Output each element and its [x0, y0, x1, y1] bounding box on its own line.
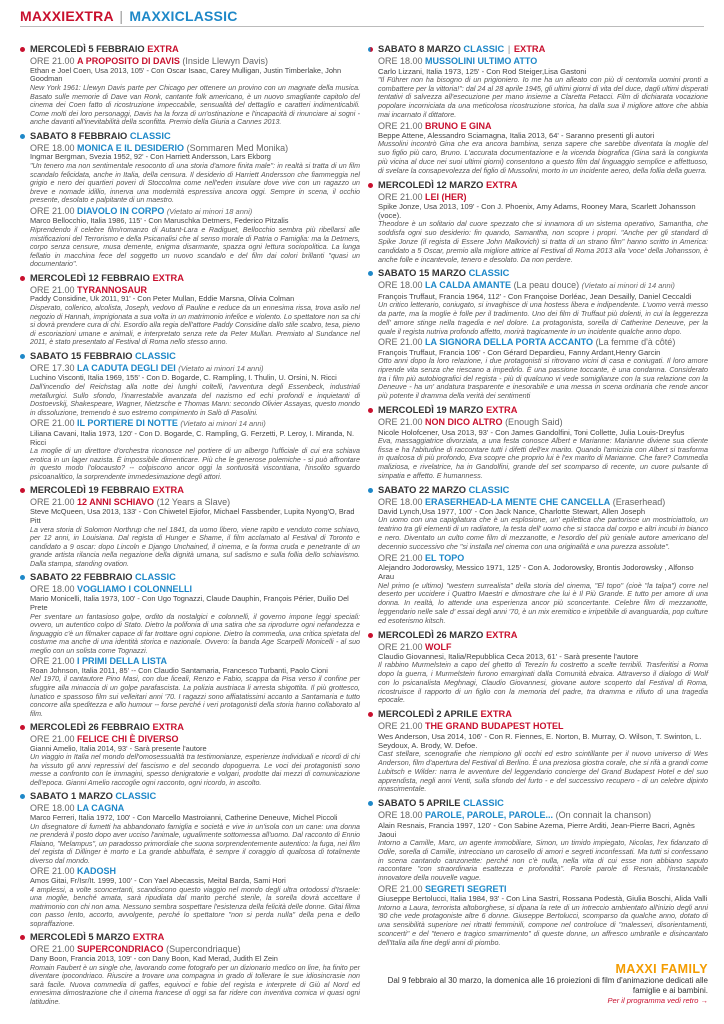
screening-time: ORE 18.00: [378, 496, 423, 507]
screening-time: ORE 18.00: [30, 584, 75, 595]
title-classic: MAXXICLASSIC: [129, 8, 238, 24]
screening: [30, 497, 360, 568]
film-credits: Dany Boon, Francia 2013, 109' - con Dany Boon, Kad Merad, Judith El Zein: [30, 953, 278, 963]
entry-date: [30, 722, 360, 733]
film-synopsis: 4 amplessi, a volte sconcertanti, scandiscono questo viaggio nel mondo degli ultra ortodossi d'Israele: una moglie, benché amata, sarà ripudiata dal marito perché sterile, la sorella dovrà accettare il matrimonio con chi non ama. Nessuno sembra sospettare l'esistenza della felicità delle donne. Gitai filma con passo lento, accorto, avvolgente, perché lo spettatore "non si perda nulla" della pena e dello sopraffazione.: [30, 885, 360, 928]
entry-day: MERCOLEDÌ 26 MARZO: [378, 629, 484, 640]
film-title[interactable]: FELICE CHI È DIVERSO: [77, 734, 179, 745]
film-original-title: (La femme d'à côté): [595, 337, 676, 348]
program-entry: [20, 932, 360, 1006]
bullet-dot-icon: [368, 183, 373, 188]
screening-heading: [378, 417, 708, 428]
classic-tag: CLASSIC: [115, 791, 157, 802]
film-synopsis: Per sventare un fantasioso golpe, ordito da nostalgici e colonnelli, il governo impone leggi speciali: ovvero, un autentico colpo di Stato. Dietro la polifonia di una satira che sa riprodurre ogni nefandezza e linguaggio c'è un filmaker capace di far trottare ogni copione. Dietro la commedia, una critica spietata del costume ma anche di una identità storica e nazionale. Ovvero: la banda Age Scarpelli Monicelli - al suo meglio con un solista come Tognazzi.: [30, 612, 360, 655]
bullet-dot-icon: [20, 488, 25, 493]
screening-time: ORE 21.00: [378, 417, 423, 428]
entry-day: MERCOLEDÌ 19 FEBBRAIO: [30, 485, 150, 496]
film-credits: Amos Gitai, Fr/Isr/It. 1999, 100' - Con Yael Abecassis, Meital Barda, Sami Hori: [30, 875, 286, 885]
film-title[interactable]: MUSSOLINI ULTIMO ATTO: [425, 56, 538, 66]
classic-tag: CLASSIC: [463, 44, 505, 54]
screening: [378, 642, 708, 706]
film-title[interactable]: NON DICO ALTRO: [425, 417, 503, 428]
film-title[interactable]: 12 ANNI SCHIAVO: [77, 497, 155, 508]
film-credits: Marco Bellocchio, Italia 1986, 115' - Con Maruschka Detmers, Federico Pitzalis: [30, 216, 289, 226]
screening-time: ORE 21.00: [30, 205, 75, 216]
entry-day: SABATO 15 MARZO: [378, 268, 466, 279]
age-rating-note: (Vietato ai minori 18 anni): [166, 206, 253, 216]
entry-day: SABATO 15 FEBBRAIO: [30, 350, 133, 361]
film-credits: Marco Ferreri, Italia 1972, 100' - Con Marcello Mastroianni, Catherine Deneuve, Michel Piccoli: [30, 812, 338, 822]
extra-tag: EXTRA: [485, 405, 518, 416]
film-credits: Gianni Amelio, Italia 2014, 93' - Sarà presente l'autore: [30, 743, 207, 753]
film-synopsis: Un viaggio in Italia nel mondo dell'omosessualità tra testimonianze, esperienze individuali e ricordi di chi ha vissuto gli anni repressivi del fascismo e del secondo dopoguerra. Le voci dei protagonisti sono messe a confronto con le immagini, spesso denigratorie e volgari, prodotte dai mezzi di comunicazione dell'epoca. Gianni Amelio raccoglie ogni racconto, ogni ricordo, in ascolto.: [30, 753, 360, 787]
screening-time: ORE 21.00: [378, 883, 423, 894]
entry-day: SABATO 22 MARZO: [378, 484, 466, 495]
film-credits: Claudio Giovannesi, Italia/Repubblica Ceca 2013, 61' - Sarà presente l'autore: [378, 652, 639, 662]
screening-time: ORE 21.00: [30, 866, 75, 877]
screening-heading: [378, 337, 708, 348]
film-title[interactable]: ERASERHEAD-LA MENTE CHE CANCELLA: [425, 496, 611, 507]
film-credits: Beppe Attene, Alessandro Sciamagna, Italia 2013, 64' - Saranno presenti gli autori: [378, 131, 655, 141]
screening: [378, 884, 708, 948]
extra-tag: EXTRA: [152, 485, 184, 496]
program-entry: [20, 572, 360, 718]
screening-time: ORE 21.00: [378, 337, 423, 348]
bullet-dot-icon: [368, 633, 373, 638]
film-synopsis: Un critico letterario, coniugato, si invaghisce di una hostess libera e indipendente. L'uomo verrà messo da parte, ma la moglie è folle per il tradimento. Uno dei film di Truffaut più dolenti, in cui la leggerezza dell' amore stinge nella tragedia e nel dolore. La protagonista, sorella di Catherine Deneuve, per la quale il regista nutriva profondo affetto, morirà tragicamente in un incidente qualche anno dopo.: [378, 300, 708, 336]
film-synopsis: Un uomo con una capigliatura che è un esplosione, un' epilettica che partorisce un mostriciattolo, un teatrino tra gli elementi di un radiatore, la testa dell' uomo che si stacca dal corpo e altri incubi in bianco e nero. Diventato un culto come film di mezzanotte, e l'esordio del più geniale autore americano del decennio successivo che "si installa nel cinema con una originalità e una purezza assolute".: [378, 515, 708, 551]
screening-heading: [378, 280, 708, 292]
bullet-dot-icon: [368, 408, 373, 413]
film-credits: Giuseppe Bertolucci, Italia 1984, 93' - Con Lina Sastri, Rossana Podestà, Giulia Boschi, Alida Valli: [378, 894, 708, 904]
bullet-dot-icon: [368, 712, 373, 717]
entry-day: MERCOLEDÌ 2 APRILE: [378, 709, 478, 720]
film-credits: François Truffaut, Francia 1964, 112' - Con Françoise Dorléac, Jean Desailly, Daniel Ceccaldi: [378, 291, 692, 301]
screening: [378, 192, 708, 265]
film-title[interactable]: DIAVOLO IN CORPO: [77, 205, 165, 216]
film-synopsis: Mussolini incontrò Gina che era ancora bambina, senza sapere che sarebbe diventata la moglie del suo figlio più caro, Bruno. L'accurata documentazione e la vicenda biografica (Gina sarà la congiunta più vicina al duce nei suoi ultimi giorni) consentono a questo film dal linguaggio semplice e affettuoso, di svelare la consapevolezza del figlio di Mussolini, morto in un incidente aereo, della follia della guerra.: [378, 139, 708, 175]
program-entry: [20, 722, 360, 787]
screening-heading: [378, 810, 708, 821]
classic-tag: CLASSIC: [129, 130, 171, 141]
film-title[interactable]: WOLF: [425, 641, 452, 652]
family-link-text[interactable]: Per il programma vedi retro: [607, 996, 699, 1005]
film-title[interactable]: SEGRETI SEGRETI: [425, 883, 507, 894]
program-entry: [368, 485, 708, 626]
film-credits: David Lynch,Usa 1977, 100' - Con Jack Nance, Charlotte Stewart, Allen Joseph: [378, 507, 646, 517]
age-rating-note: (Vietato ai minori di 14 anni): [581, 281, 675, 291]
classic-tag: CLASSIC: [463, 798, 504, 809]
film-original-title: (12 Years a Slave): [156, 497, 231, 508]
screening-time: ORE 18.00: [378, 280, 423, 291]
entry-date: [30, 351, 360, 362]
screening-time: ORE 21.00: [30, 284, 75, 295]
screening-heading: [378, 553, 708, 564]
extra-tag: EXTRA: [152, 722, 184, 733]
bullet-dot-icon: [20, 276, 25, 281]
family-link[interactable]: [368, 996, 708, 1006]
left-column: [20, 44, 360, 1010]
entry-date: [378, 709, 708, 720]
screening-time: ORE 21.00: [30, 656, 75, 667]
screening: [30, 944, 360, 1006]
film-synopsis: Intorno a Laura, terrorista altoborghese, si dipana la rete di un intreccio ambientato all'inizio degli anni '80 che vede protagoniste altre 6 donne. Giuseppe Bertolucci, scomparso da qualche anno, dotato di una sensibilità superiore nei ritratti femminili, compone nel controluce di "malesseri, disorientamenti, sconcerti" e del "tenero e tragico smarrimento" di queste donne, un affresco umbratile e disincantato dell'Italia alla fine degli anni di piombo.: [378, 902, 708, 947]
title-extra: MAXXIEXTRA: [20, 8, 114, 24]
screening-heading: [30, 56, 360, 67]
film-title[interactable]: EL TOPO: [425, 552, 465, 563]
bullet-dot-icon: [20, 725, 25, 730]
screening-time: ORE 17.30: [30, 362, 75, 373]
film-title[interactable]: SUPERCONDRIACO: [77, 944, 164, 955]
screening-time: ORE 21.00: [30, 418, 75, 429]
screening: [378, 417, 708, 481]
entry-date: [378, 268, 708, 279]
family-title: MAXXI FAMILY: [615, 962, 708, 976]
bullet-dot-icon: [368, 801, 373, 806]
bullet-dot-icon: [368, 47, 373, 52]
entry-date: [30, 572, 360, 583]
page-title: [20, 8, 704, 24]
screening-time: ORE 18.00: [378, 56, 423, 66]
film-synopsis: "Un tenero ma non sentimentale resoconto di una storia d'amore finita male": in realtà si tratta di un film scandalo felicidata, anche in Italia, della censura. Il desiderio di Harriett Andersson che fiammeggia nel grigio e nero dei quartieri poveri di Stoccolma come nell'eden insulare dove vive con un ragazzo un breve e nomade idillio, innerva una modernità espressiva ancora oggi. Sempre in scena, il occhio presente, desolato e palpitante di un maestro.: [30, 162, 360, 205]
film-credits: Liliana Cavani, Italia 1973, 120' - Con D. Bogarde, C. Rampling, G. Ferzetti, P. Leroy, I. Miranda, N. Ricci: [30, 428, 355, 447]
classic-tag: CLASSIC: [468, 484, 510, 495]
program-entry: [20, 791, 360, 928]
screening: [30, 803, 360, 865]
film-synopsis: Disperato, collerico, alcolista, Joseph, vedovo di Pauline e reduce da un ennesima rissa, trova asilo nel negozio di Hannah, imprigionata a sua volta in un matrimonio infelice e violento. Lo spettatore non sa chi si dovrà prendere cura di chi. Esordio alla regia dell'attore Paddy Considine dallo stile scabro, tesa, pieno di escoriazioni umane e animali, e interpretato senza rete da Peter Mullan. Premiato al Sundance nel 2011, è stato presentato al Festival di Roma nello stesso anno.: [30, 304, 360, 347]
film-credits: Mario Monicelli, Italia 1973, 100' - Con Ugo Tognazzi, Claude Dauphin, François Périer, Duilio Del Prete: [30, 593, 349, 612]
bullet-dot-icon: [20, 354, 25, 359]
entry-day: MERCOLEDÌ 26 FEBBRAIO: [30, 722, 150, 733]
entry-day: MERCOLEDÌ 5 FEBBRAIO: [30, 44, 145, 54]
screening: [378, 810, 708, 883]
film-credits: Paddy Considine, Uk 2011, 91' - Con Peter Mullan, Eddie Marsna, Olivia Colman: [30, 294, 295, 304]
tag-separator: |: [505, 44, 513, 54]
film-synopsis: Romain Faubert è un single che, lavorando come fotografo per un dizionario medico on line, ha finito per diventare ipocondriaco. Riuscire a trovare una compagna in grado di tollerare le sue idiosincrasie non sarà facile. Nuova commedia di gaffes, equivoci e fobie del regista e interprete di Giù al Nord ed ennesima dimostrazione che il cinema francese di oggi sa far ridere con inventiva comica vi quasi ogni latitudine.: [30, 963, 360, 1006]
film-title[interactable]: LA CALDA AMANTE: [425, 280, 512, 291]
film-original-title: (Enough Said): [505, 417, 563, 428]
bullet-dot-icon: [20, 575, 25, 580]
film-original-title: (La peau douce): [513, 280, 580, 291]
film-original-title: (Supercondriaque): [166, 944, 241, 955]
film-synopsis: New York 1961: Llewyn Davis parte per Chicago per ottenere un provino con un magnate della musica. Basato sulle memorie di Dave van Ronk, cantante folk americano, è un nuovo smagliante capitolo del cinema dei Coen fatto di ricostruzione impeccabile, sensualità del dettaglio e caratteri indimenticabili. Come molti dei loro personaggi, Davis ha la forza di un'ostinazione e l'incapacità di rinunciare ai sogni - anche davanti all'inevitabilità della sconfitta. Premio della Giuria a Cannes 2013.: [30, 84, 360, 127]
entry-date: [378, 44, 708, 55]
film-credits: François Truffaut, Francia 106' - Con Gérard Depardieu, Fanny Ardant,Henry Garcin: [378, 347, 661, 357]
film-synopsis: Il rabbino Murmelstein a capo del ghetto di Terezín fu costretto a scelte terribili. Trasferitisi a Roma dopo la guerra, i Murmelstein furono emarginati dalla Comunità ebraica. Attraverso il dialogo di Wolf con lo psicanalista Meghnagi, Claudio Giovannesi, giovane autore scoperto dal Festival di Roma, ricostruisce il rapporto di un figlio con la memoria del padre, tra dramma e rifiuto di una tragedia epocale.: [378, 660, 708, 705]
film-synopsis: La vera storia di Solomon Northrup che nel 1841, da uomo libero, viene rapito e venduto come schiavo, per 12 anni, in Louisiana. Dal regista di Hunger e Shame, il film acclamato al Festival di Toronto e candidato a 9 oscar: dopo Lincoln e Django Unchained, il cinema, e la forma cruda e penetrante di un grande artista rilancia nella negazione della dignità umana, sul sadismo e sulla follia dello schiavismo. Dalla stampa, standing ovation.: [30, 525, 360, 568]
screening-time: ORE 21.00: [378, 721, 423, 732]
entry-day: SABATO 22 FEBBRAIO: [30, 572, 133, 583]
film-synopsis: Intorno a Camille, Marc, un agente immobiliare, Simon, un timido impiegato, Nicolas, l'ex fidanzato di Odile, sorella di Camille, intrecciano un carosello di amori e segreti inconfessati. Ma tutti si confessano in scena cantando canzonette: perché non c'è nulla, nella vita di cui esse non abbiano saputo raccontare "con straordinaria esattezza e profondità". Parole parole di Resnais, l'instancabile innovatore della nouvelle vague.: [378, 838, 708, 883]
entry-date: [30, 44, 360, 55]
film-credits: Ingmar Bergman, Svezia 1952, 92' - Con Harriett Andersson, Lars Ekborg: [30, 152, 271, 162]
film-original-title: (Eraserhead): [612, 496, 666, 507]
entry-date: [30, 932, 360, 943]
program-entry: [368, 709, 708, 794]
film-title[interactable]: MONICA E IL DESIDERIO: [77, 142, 185, 153]
film-synopsis: "Il Führer non ha bisogno di un prigioniero. Io me ha un alleato con più di centomila uomini pronti a combattere per la vittoria!": dal 24 al 28 aprile 1945, gli ultimi giorni di vita del duce, dagli ultimi disperati tentativi di salvezza all'esecuzione per mano insieme a Claretta Petacci. Film di dichiarata vocazione popolare incorniciata da una meticolosa ricostruzione storica, ha dalla sua il migliore attore che abbia mai incarnato il dittatore.: [378, 74, 708, 119]
film-synopsis: Eva, massaggiatrice divorziata, a una festa conosce Albert e Marianne: Marianne diviene sua cliente fissa e ha l'abitudine di raccontare tutti i difetti dell'ex marito. Quando l'amicizia con Albert si trasforma in qualcosa di più profondo, Eva scopre che proprio lui è l'ex marito di Marianne. Che fare? Commedia maliziosa, e rivelatrice, ha in Gandolfini, grande del set scomparso di recente, un cuore pulsante di simpatia e affetto. E humanness.: [378, 435, 708, 480]
screening: [378, 56, 708, 120]
film-synopsis: Un disegnatore di fumetti ha abbandonato famiglia e società e vive in un'isola con un cane: una donna ne prenderà il posto dopo aver ucciso l'animale, ugualimente sottomessa all'uomo. Dal racconto di Ennio Flaiano, "Melampus", un paradosso primordiale che suona sorprendentemente autentico: la fuga, nei film del regista di Dillinger è morto e La grande abbuffata, è sempre il coraggio di qualcosa di totalmente diverso dal mondo.: [30, 822, 360, 865]
right-column: [368, 44, 708, 952]
screening-heading: [378, 642, 708, 653]
film-synopsis: Cast stellare, scenografie che riempiono gli occhi ed estro scintillante per il nuovo universo di Wes Anderson, film d'apertura del Festival di Berlino. È una preziosa giostra corale, che si rifà a grandi come Lubitsch e Wilder: narra le avventure del leggendario concierge del Grand Budapest Hotel e del suo apprendista, negli anni Venti, sulla sfondo del furto - e del successivo recupero - di un celebre dipinto rinascimentale.: [378, 749, 708, 794]
screening-heading: [378, 56, 708, 67]
screening-heading: [30, 734, 360, 745]
film-credits: Steve McQueen, Usa 2013, 133' - Con Chiwetel Ejiofor, Michael Fassbender, Lupita Nyong'O, Brad Pitt: [30, 506, 355, 525]
program-entry: [368, 268, 708, 401]
screening: [30, 285, 360, 347]
screening: [378, 721, 708, 794]
age-rating-note: (Vietato ai minori 14 anni): [180, 419, 266, 429]
bullet-dot-icon: [20, 935, 25, 940]
entry-date: [378, 485, 708, 496]
program-entry: [20, 44, 360, 127]
film-title[interactable]: BRUNO E GINA: [425, 120, 492, 131]
screening: [30, 143, 360, 205]
screening-time: ORE 21.00: [30, 497, 75, 508]
classic-tag: CLASSIC: [135, 350, 176, 361]
entry-date: [378, 405, 708, 416]
entry-date: [378, 630, 708, 641]
entry-date: [30, 791, 360, 802]
entry-day: SABATO 5 APRILE: [378, 798, 461, 809]
header-rule: [20, 26, 704, 27]
maxxi-family-box: [368, 962, 708, 1006]
screening-heading: [378, 192, 708, 203]
screening: [378, 121, 708, 176]
screening-time: ORE 21.00: [30, 56, 75, 66]
film-credits: Roan Johnson, Italia 2011, 85' -- Con Claudio Santamaria, Francesco Turbanti, Paolo Cioni: [30, 665, 328, 675]
screening: [30, 418, 360, 481]
age-rating-note: (Vietato ai minori 14 anni): [178, 363, 264, 373]
screening-time: ORE 21.00: [378, 641, 423, 652]
film-title[interactable]: VOGLIAMO I COLONNELLI: [77, 584, 193, 595]
film-title[interactable]: IL PORTIERE DI NOTTE: [77, 418, 178, 429]
bullet-dot-icon: [20, 794, 25, 799]
program-entry: [368, 630, 708, 706]
film-credits: Wes Anderson, Usa 2014, 106' - Con R. Fiennes, E. Norton, B. Murray, O. Wilson, T. Swinton, L. Seydoux, A. Brody, W. Defoe.: [378, 731, 702, 750]
film-synopsis: Dall'incendio del Reichstag alla notte dei lunghi coltelli, l'avventura degli Essenbeck, industriali metallurgici. Sullo sfondo, l'inarrestabile avanzata del nazismo ed echi profondi e inquietanti di Dostoevskij, Shakespeare, Wagner, Nietzsche e Thomas Mann: secondo Olivier Assayas, questo mondo in dissoluzione, tremendo è suo estremo compimento in Salò di Pasolini.: [30, 383, 360, 417]
screening-time: ORE 18.00: [30, 142, 75, 153]
screening-heading: [30, 418, 360, 430]
extra-tag: EXTRA: [147, 44, 179, 54]
screening: [378, 280, 708, 336]
film-title[interactable]: PAROLE, PAROLE, PAROLE...: [425, 810, 554, 821]
entry-day: SABATO 8 FEBBRAIO: [30, 130, 128, 141]
entry-date: [30, 131, 360, 142]
film-credits: Alejandro Jodorowsky, Messico 1971, 125' - Con A. Jodorowsky, Brontis Jodorowsky , Alfonso Arau: [378, 563, 694, 582]
film-title[interactable]: KADOSH: [77, 866, 117, 877]
entry-date: [378, 798, 708, 809]
extra-tag: EXTRA: [152, 272, 184, 283]
page-header: [20, 8, 704, 27]
bullet-dot-icon: [20, 134, 25, 139]
arrow-right-icon: →: [700, 996, 708, 1005]
screening: [30, 56, 360, 127]
film-title[interactable]: THE GRAND BUDAPEST HOTEL: [425, 721, 564, 732]
film-credits: Luchino Visconti, Italia 1969, 155' - Con D. Bogarde, C. Rampling, I. Thulin, U. Orsini, N. Ricci: [30, 373, 337, 383]
screening: [30, 363, 360, 417]
film-synopsis: Nel primo (e ultimo) "western surrealista" della storia del cinema, "El topo" (cioè "la talpa") corre nel deserto per uccidere i Quattro Maestri e dimostrare che lui è Il Più Grande. E tutto per amore di una donna. In realtà, lo attende una esperienza ancor più sconcertante. Celebre film di mezzanotte, leggendario nelle sale d' essai degli anni '70, è un mix eremitico e irripetibile di avanguardia, pop culture ed esoterismo kitsch.: [378, 580, 708, 625]
screening: [378, 553, 708, 626]
screening-time: ORE 21.00: [378, 552, 423, 563]
entry-day: SABATO 8 MARZO: [378, 44, 461, 54]
film-synopsis: La moglie di un direttore d'orchestra riconosce nel portiere di un albergo l'ufficiale di cui era schiava erotica in un lager nazista. È impossibile dimenticare. Più che le generose polemiche - si può affrontare in questo modo l'olocausto? -- colpiscono ancor oggi la sontuosità viscontiana, l'insolito sguardo psicoanalitico, la sorprendente immedesimazione degli attori.: [30, 447, 360, 481]
screening: [30, 206, 360, 269]
program-entry: [20, 273, 360, 347]
program-entry: [368, 798, 708, 948]
classic-tag: CLASSIC: [468, 268, 510, 279]
classic-tag: CLASSIC: [135, 572, 176, 583]
film-original-title: (Sommaren Med Monika): [186, 142, 289, 153]
entry-day: MERCOLEDÌ 5 MARZO: [30, 932, 131, 943]
program-entry: [20, 485, 360, 568]
entry-date: [30, 273, 360, 284]
film-synopsis: Theodore è un solitario dal cuore spezzato che si innamora di un sistema operativo, Samantha, che soddisfa ogni suo desiderio: fin quando, Samantha, non scopre i propri. "Anche per gli standard di Spike Jonze (il regista di Essere John Malkovich) si tratta di un strano film" hanno scritto in America: candidato a 5 Oscar, premio alla migliore attrice al Festival di Roma 2013 alla 'voce' della Johansson, è anche folle e incantevole, tenero e desolato. Da non perdere.: [378, 219, 708, 264]
screening-time: ORE 18.00: [30, 803, 75, 814]
program-entry: [20, 351, 360, 482]
film-title[interactable]: I PRIMI DELLA LISTA: [77, 656, 168, 667]
program-entry: [368, 44, 708, 176]
screening-heading: [378, 721, 708, 732]
film-title[interactable]: LEI (HER): [425, 191, 467, 202]
screening: [378, 497, 708, 552]
entry-day: MERCOLEDÌ 19 MARZO: [378, 405, 484, 416]
film-credits: Nicole Holofcener, Usa 2013, 93' - Con James Gandolfini, Toni Collette, Julia Louis-Dreyfus: [378, 427, 685, 437]
film-title[interactable]: LA CADUTA DEGLI DEI: [77, 362, 176, 373]
film-synopsis: Riprendendo il celebre film/romanzo di Autant-Lara e Radiguet, Bellocchio sembra più ribellarsi alle mistificazioni del Terrorismo e della Psicanalisi che al senso morale di Patria o Famiglia: ma la Detmers, corpo senza censure, musa demente, enigma disarmante, spazza ogni lettura sociopolitica. La lunga fellatio in macchina fece del soggetto un nuovo scandalo e del film dai colori brillanti "quasi un documentario".: [30, 226, 360, 269]
screening-time: ORE 21.00: [30, 734, 75, 745]
screening-heading: [378, 497, 708, 508]
entry-day: SABATO 1 MARZO: [30, 791, 113, 802]
film-synopsis: Otto anni dopo la loro relazione, i due protagonisti si ritrovano vicini di casa e coniugati. Il loro amore riprende vita senza che riescano a impedirlo. È una passione toccante, è una condanna. Considerato tra i film più autobiografici del regista - più di qualcuno vi vede somiglianze con la sua relazione con la Deneuve - ha un' andatura trasparente e inesorabile e una messa in scena ordinaria che rende ancor più potente il dramma della verità dei sentimenti: [378, 356, 708, 401]
screening: [378, 337, 708, 401]
film-credits: Alain Resnais, Francia 1997, 120' - Con Sabine Azema, Pierre Arditi, Jean-Pierre Bacri, Agnès Jaoui: [378, 820, 695, 839]
film-credits: Carlo Lizzani, Italia 1973, 125' - Con Rod Steiger,Lisa Gastoni: [378, 66, 587, 76]
film-title[interactable]: A PROPOSITO DI DAVIS: [77, 56, 180, 66]
screening-time: ORE 21.00: [30, 944, 75, 955]
program-entry: [368, 180, 708, 265]
entry-day: MERCOLEDÌ 12 MARZO: [378, 179, 484, 190]
film-title[interactable]: LA SIGNORA DELLA PORTA ACCANTO: [425, 337, 594, 348]
family-description: Dal 9 febbraio al 30 marzo, la domenica alle 16 proiezioni di film d'animazione dedicati alle famiglie e ai bambini.: [387, 976, 708, 995]
extra-tag: EXTRA: [132, 932, 165, 943]
bullet-dot-icon: [368, 271, 373, 276]
extra-tag: EXTRA: [480, 709, 512, 720]
screening: [30, 584, 360, 655]
film-title[interactable]: TYRANNOSAUR: [77, 284, 148, 295]
program-entry: [368, 405, 708, 481]
screening-time: ORE 21.00: [378, 120, 423, 131]
title-separator: |: [119, 8, 124, 24]
bullet-dot-icon: [20, 47, 25, 52]
bullet-dot-icon: [368, 488, 373, 493]
film-title[interactable]: LA CAGNA: [77, 803, 125, 814]
screening: [30, 734, 360, 787]
screening: [30, 866, 360, 928]
extra-tag: EXTRA: [485, 179, 518, 190]
entry-date: [30, 485, 360, 496]
film-credits: Ethan e Joel Coen, Usa 2013, 105' - Con Oscar Isaac, Carey Mulligan, Justin Timberlake, John Goodman: [30, 65, 342, 84]
screening: [30, 656, 360, 718]
screening-heading: [378, 884, 708, 895]
film-credits: Spike Jonze, Usa 2013, 109' - Con J. Phoenix, Amy Adams, Rooney Mara, Scarlett Johansson (voce).: [378, 202, 696, 221]
screening-time: ORE 21.00: [378, 191, 423, 202]
extra-tag: EXTRA: [485, 629, 518, 640]
screening-time: ORE 18.00: [378, 810, 423, 821]
extra-tag: EXTRA: [513, 44, 546, 54]
screening-heading: [378, 121, 708, 132]
film-original-title: (On connait la chanson): [555, 810, 652, 821]
entry-date: [378, 180, 708, 191]
entry-day: MERCOLEDÌ 12 FEBBRAIO: [30, 272, 150, 283]
film-original-title: (Inside Llewyn Davis): [182, 56, 268, 66]
program-entry: [20, 131, 360, 269]
film-synopsis: Nel 1970, il cantautore Pino Masi, con due liceali, Renzo e Fabio, scappa da Pisa verso il confine per sfuggire alla minaccia di un golpe parafascista. La polizia austriaca li arresta sbigottita. Il più grottesco, lunatico e spassoso film sui velleitari anni '70. I ragazzi sono affiatatissimi accanto a Santamaria e tutto concorre alla speditezza e allo humour -- forse perché i veri protagonisti della storia hanno collaborato al film.: [30, 675, 360, 718]
